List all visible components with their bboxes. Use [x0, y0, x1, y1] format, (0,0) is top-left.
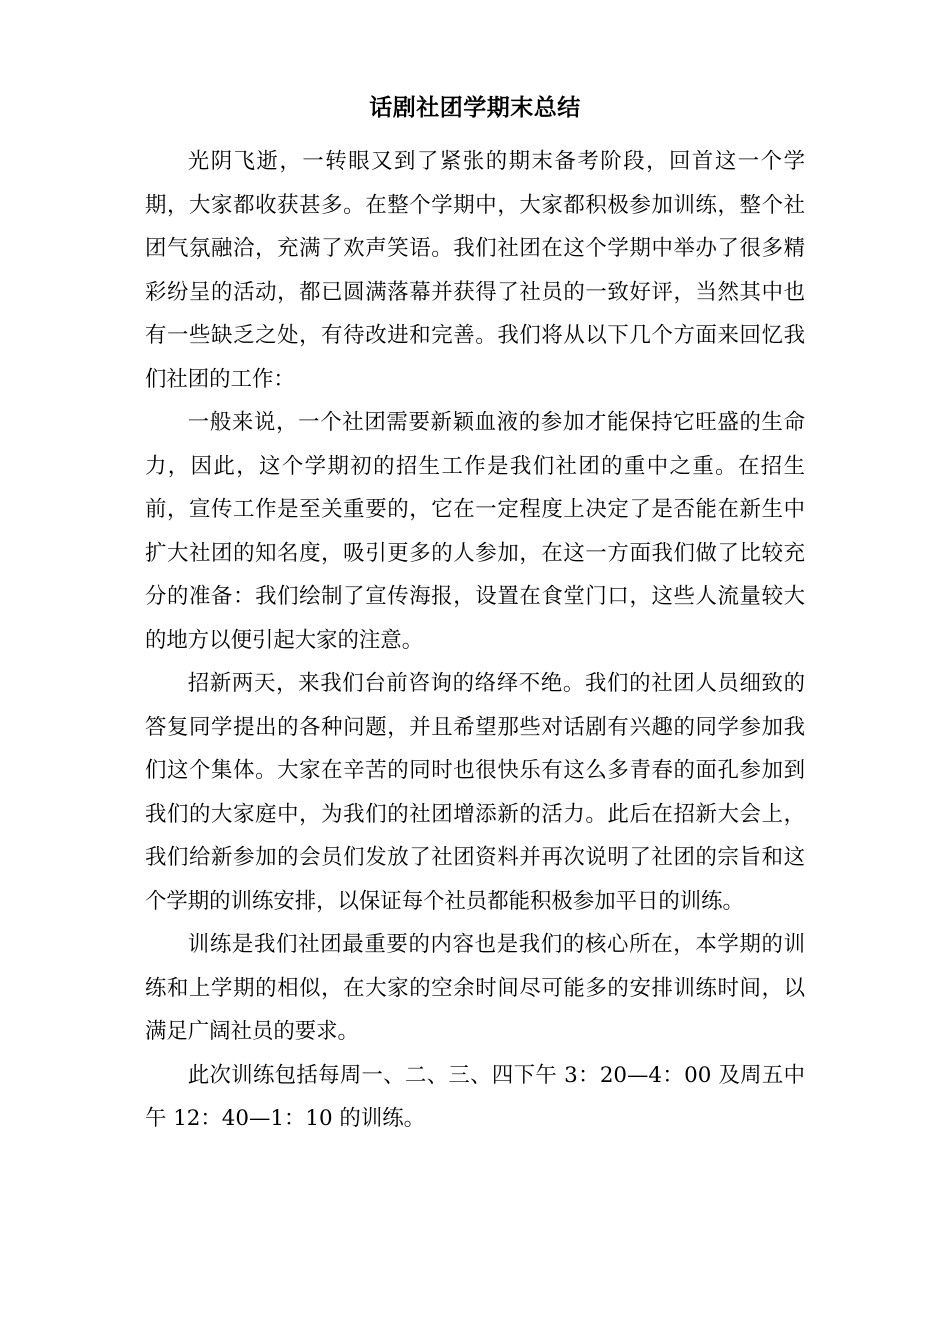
paragraph-training: 训练是我们社团最重要的内容也是我们的核心所在，本学期的训练和上学期的相似，在大家的空余时间尽可能多的安排训练时间，以满足广阔社员的要求。 [145, 932, 805, 1044]
document-page [145, 88, 805, 1141]
document-title: 话剧社团学期末总结 [369, 95, 581, 121]
paragraph-recruitment-event: 招新两天，来我们台前咨询的络绎不绝。我们的社团人员细致的答复同学提出的各种问题，并且希望那些对话剧有兴趣的同学参加我们这个集体。大家在辛苦的同时也很快乐有这么多青春的面孔参加到我们的大家庭中，为我们的社团增添新的活力。此后在招新大会上，我们给新参加的会员们发放了社团资料并再次说明了社团的宗旨和这个学期的训练安排，以保证每个社员都能积极参加平日的训练。 [145, 671, 805, 914]
paragraph-training-schedule: 此次训练包括每周一、二、三、四下午 3：20—4：00 及周五中午 12：40—1：10 的训练。 [145, 1062, 805, 1131]
paragraph-intro: 光阴飞逝，一转眼又到了紧张的期末备考阶段，回首这一个学期，大家都收获甚多。在整个学期中，大家都积极参加训练，整个社团气氛融洽，充满了欢声笑语。我们社团在这个学期中举办了很多精彩纷呈的活动，都已圆满落幕并获得了社员的一致好评，当然其中也有一些缺乏之处，有待改进和完善。我们将从以下几个方面来回忆我们社团的工作： [145, 149, 805, 392]
paragraph-recruitment-publicity: 一般来说，一个社团需要新颖血液的参加才能保持它旺盛的生命力，因此，这个学期初的招生工作是我们社团的重中之重。在招生前，宣传工作是至关重要的，它在一定程度上决定了是否能在新生中扩大社团的知名度，吸引更多的人参加，在这一方面我们做了比较充分的准备：我们绘制了宣传海报，设置在食堂门口，这些人流量较大的地方以便引起大家的注意。 [145, 410, 805, 653]
